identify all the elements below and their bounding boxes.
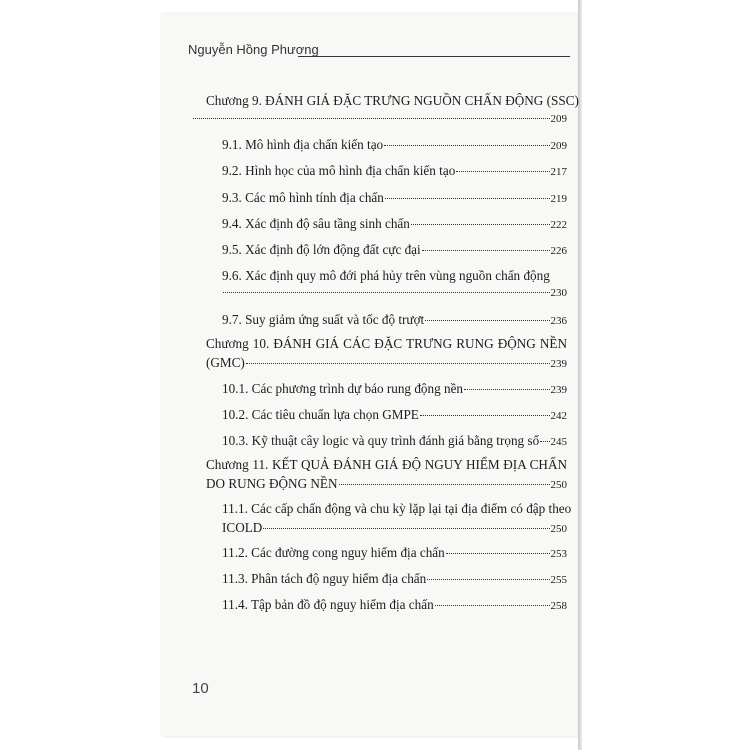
entry-label: 9.1. Mô hình địa chấn kiến tạo bbox=[222, 137, 384, 152]
toc-entry bbox=[222, 598, 567, 612]
dot-leader bbox=[456, 170, 549, 172]
dot-leader bbox=[422, 249, 550, 251]
page-ref: 222 bbox=[550, 219, 567, 231]
chapter-10-title: Chương 10. ĐÁNH GIÁ CÁC ĐẶC TRƯNG RUNG ĐỘNG NỀN bbox=[206, 336, 567, 351]
dot-leader bbox=[246, 362, 550, 364]
author-name: Nguyễn Hồng Phương bbox=[188, 42, 319, 57]
entry-label: 10.1. Các phương trình dự báo rung động nền bbox=[222, 381, 464, 396]
page-ref: 253 bbox=[550, 548, 567, 560]
chapter-11-title-cont: DO RUNG ĐỘNG NỀN bbox=[206, 476, 338, 491]
toc-entry bbox=[222, 434, 567, 448]
header-rule bbox=[298, 56, 570, 57]
chapter-11-title-row bbox=[206, 477, 567, 491]
toc-entry bbox=[222, 217, 567, 231]
dot-leader bbox=[425, 319, 549, 321]
page-ref: 250 bbox=[550, 523, 567, 535]
chapter-10-title-cont: (GMC) bbox=[206, 355, 245, 370]
page-ref: 250 bbox=[550, 479, 567, 491]
entry-label: 9.2. Hình học của mô hình địa chấn kiến tạo bbox=[222, 163, 456, 178]
entry-label: 11.2. Các đường cong nguy hiểm địa chấn bbox=[222, 545, 445, 560]
toc-entry-label: 11.1. Các cấp chấn động và chu kỳ lặp lại tại địa điểm có đập theo bbox=[222, 501, 572, 516]
page-ref: 239 bbox=[550, 358, 567, 370]
entry-label: 11.4. Tập bản đồ độ nguy hiểm địa chấn bbox=[222, 597, 434, 612]
running-header bbox=[188, 42, 573, 64]
dot-leader bbox=[420, 414, 550, 416]
toc-entry bbox=[222, 572, 567, 586]
chapter-10-title-row bbox=[206, 356, 567, 370]
dot-leader bbox=[411, 223, 550, 225]
toc-entry bbox=[222, 408, 567, 422]
page-ref: 219 bbox=[550, 193, 567, 205]
entry-label-cont: ICOLD bbox=[222, 520, 263, 535]
toc-entry-page-row bbox=[222, 288, 567, 299]
page-ref: 236 bbox=[550, 315, 567, 327]
entry-label: 9.5. Xác định độ lớn động đất cực đại bbox=[222, 242, 421, 257]
page-ref: 239 bbox=[550, 384, 567, 396]
page-ref: 230 bbox=[550, 287, 567, 299]
toc-entry bbox=[222, 313, 567, 327]
dot-leader bbox=[435, 604, 550, 606]
page-ref: 258 bbox=[550, 600, 567, 612]
page-ref: 226 bbox=[550, 245, 567, 257]
toc-entry-label: 9.6. Xác định quy mô đới phá hủy trên vùng nguồn chấn động bbox=[222, 268, 550, 283]
toc-entry bbox=[222, 191, 567, 205]
page-ref: 217 bbox=[550, 166, 567, 178]
dot-leader bbox=[427, 578, 549, 580]
chapter-9-page-row bbox=[192, 114, 567, 125]
dot-leader bbox=[384, 144, 549, 146]
entry-label: 9.7. Suy giảm ứng suất và tốc độ trượt bbox=[222, 312, 425, 327]
page-margin bbox=[582, 0, 750, 750]
entry-label: 9.3. Các mô hình tính địa chấn bbox=[222, 190, 384, 205]
dot-leader bbox=[464, 388, 549, 390]
toc-entry bbox=[222, 243, 567, 257]
entry-label: 10.3. Kỹ thuật cây logic và quy trình đánh giá bằng trọng số bbox=[222, 433, 540, 448]
dot-leader bbox=[446, 552, 550, 554]
dot-leader bbox=[339, 483, 550, 485]
chapter-11-title: Chương 11. KẾT QUẢ ĐÁNH GIÁ ĐỘ NGUY HIỂM ĐỊA CHẤN bbox=[206, 457, 567, 472]
page-ref: 245 bbox=[550, 436, 567, 448]
page-number: 10 bbox=[192, 680, 209, 697]
entry-label: 11.3. Phân tách độ nguy hiểm địa chấn bbox=[222, 571, 427, 586]
toc-entry bbox=[222, 382, 567, 396]
page-ref: 255 bbox=[550, 574, 567, 586]
toc-entry bbox=[222, 546, 567, 560]
chapter-9-title: Chương 9. ĐÁNH GIÁ ĐẶC TRƯNG NGUỒN CHẤN ĐỘNG (SSC) bbox=[206, 93, 579, 108]
toc-entry bbox=[222, 164, 567, 178]
entry-label: 10.2. Các tiêu chuẩn lựa chọn GMPE bbox=[222, 407, 419, 422]
toc-entry-page-row bbox=[222, 521, 567, 535]
dot-leader bbox=[540, 440, 549, 442]
dot-leader bbox=[223, 291, 550, 293]
dot-leader bbox=[193, 117, 550, 119]
page-ref: 242 bbox=[550, 410, 567, 422]
page-ref: 209 bbox=[550, 140, 567, 152]
page-ref: 209 bbox=[550, 113, 567, 125]
dot-leader bbox=[263, 527, 549, 529]
entry-label: 9.4. Xác định độ sâu tầng sinh chấn bbox=[222, 216, 410, 231]
toc-entry bbox=[222, 138, 567, 152]
dot-leader bbox=[385, 197, 550, 199]
